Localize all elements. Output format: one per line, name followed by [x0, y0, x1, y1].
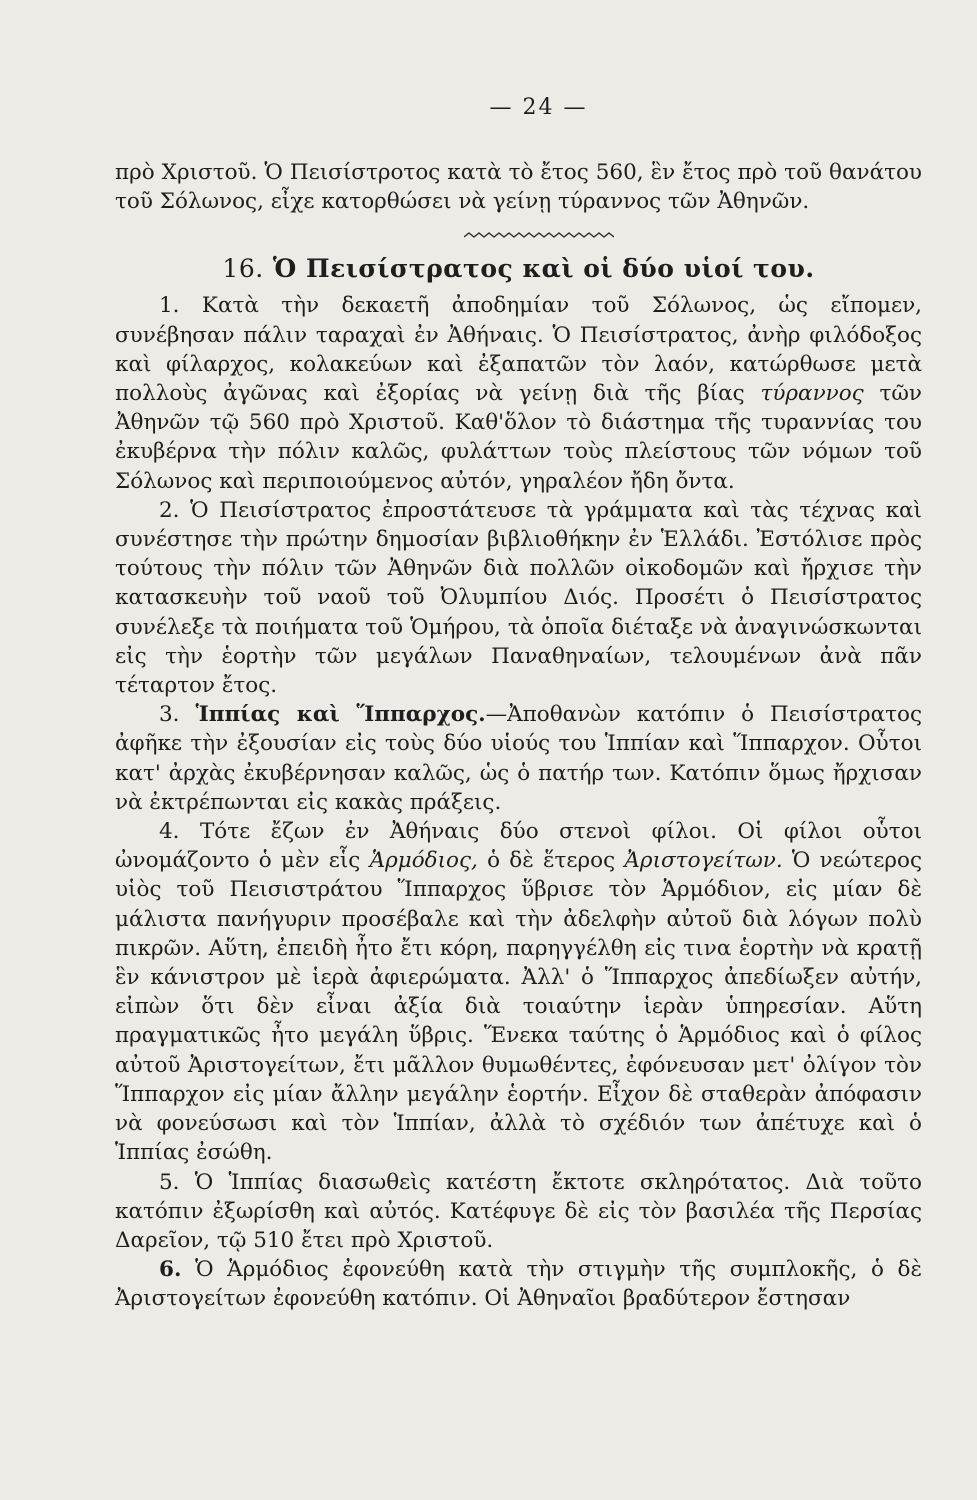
intro-paragraph: πρὸ Χριστοῦ. Ὁ Πεισίστροτος κατὰ τὸ ἔτος 560, ἓν ἔτος πρὸ τοῦ θανάτου τοῦ Σόλωνος, εἶχε κατορθώσει νὰ γείνῃ τύραννος τῶν Ἀθηνῶν.: [115, 160, 922, 215]
paragraph-text: ὁ δὲ ἕτερος: [487, 848, 616, 874]
section-number: 16.: [222, 254, 264, 284]
paragraph-6: [115, 1255, 922, 1313]
paragraph-4: [115, 817, 922, 1167]
paragraph-text: Ὁ Πεισίστρατος ἐπροστάτευσε τὰ γράμματα καὶ τὰς τέχνας καὶ συνέστησε τὴν πρώτην δημοσίαν βιβλιοθήκην ἐν Ἑλλάδι. Ἐστόλισε πρὸς τούτους τὴν πόλιν τῶν Ἀθηνῶν διὰ πολλῶν οἰκοδομῶν καὶ ἤρχισε τὴν κατασκευὴν τοῦ ναοῦ τοῦ Ὀλυμπίου Διός. Προσέτι ὁ Πεισίστρατος συνέλεξε τὰ ποιήματα τοῦ Ὁμήρου, τὰ ὁποῖα διέταξε νὰ ἀναγινώσκωνται εἰς τὴν ἑορτὴν τῶν μεγάλων Παναθηναίων, τελουμένων ἀνὰ πᾶν τέταρτον ἔτος.: [115, 497, 922, 699]
paragraph-number: 2.: [159, 497, 180, 523]
paragraph-number: 1.: [159, 293, 180, 319]
paragraph-text: Ὁ Ἁρμόδιος ἐφονεύθη κατὰ τὴν στιγμὴν τῆς συμπλοκῆς, ὁ δὲ Ἀριστογείτων ἐφονεύθη κατόπιν. Οἱ Ἀθηναῖοι βραδύτερον ἔστησαν: [115, 1257, 922, 1312]
paragraph-text: —Ἀποθανὼν κατόπιν ὁ Πεισίστρατος ἀφῆκε τὴν ἐξουσίαν εἰς τοὺς δύο υἱούς του Ἱππίαν καὶ Ἵππαρχον. Οὗτοι κατ' ἀρχὰς ἐκυβέρνησαν καλῶς, ὡς ὁ πατήρ των. Κατόπιν ὅμως ἤρχισαν νὰ ἐκτρέπωνται εἰς κακὰς πράξεις.: [115, 702, 922, 815]
paragraph-text: Κατὰ τὴν δεκαετῆ ἀποδημίαν τοῦ Σόλωνος, ὡς εἴπομεν, συνέβησαν πάλιν ταραχαὶ ἐν Ἀθήναις. Ὁ Πεισίστρατος, ἀνὴρ φιλόδοξος καὶ φίλαρχος, κολακεύων καὶ ἐξαπατῶν τὸν λαόν, κατώρθωσε μετὰ πολλοὺς ἀγῶνας καὶ ἐξορίας νὰ γείνῃ διὰ τῆς βίας: [115, 293, 922, 407]
paragraph-3: [115, 700, 922, 817]
paragraph-number: 6.: [159, 1257, 182, 1283]
paragraph-1: [115, 291, 922, 495]
paragraph-number: 5.: [159, 1169, 180, 1195]
page-number: — 24 —: [489, 95, 588, 120]
paragraph-2: [115, 496, 922, 700]
italic-term: τύραννος: [760, 381, 864, 407]
section-title: Ὁ Πεισίστρατος καὶ οἱ δύο υἱοί του.: [272, 254, 815, 284]
paragraph-number: 4.: [159, 819, 180, 845]
subheading: Ἱππίας καὶ Ἵππαρχος.: [195, 702, 486, 728]
paragraph-text: Τότε ἔζων ἐν Ἀθήναις δύο στενοὶ φίλοι. Οἱ φίλοι οὗτοι ὠνομάζοντο ὁ μὲν εἷς: [115, 819, 923, 874]
paragraph-text: τῶν Ἀθηνῶν τῷ 560 πρὸ Χριστοῦ. Καθ'ὅλον τὸ διάστημα τῆς τυραννίας του ἐκυβέρνα τὴν πόλιν καλῶς, φυλάττων τοὺς πλείστους τῶν νόμων τοῦ Σόλωνος καὶ περιποιούμενος αὐτόν, γηραλέον ἤδη ὄντα.: [115, 381, 922, 494]
italic-name: Ἁρμόδιος,: [369, 848, 478, 874]
paragraph-5: [115, 1168, 922, 1256]
paragraph-number: 3.: [159, 702, 180, 728]
divider-ornament: [464, 230, 614, 244]
paragraph-text: Ὁ Ἱππίας διασωθεὶς κατέστη ἔκτοτε σκληρότατος. Διὰ τοῦτο κατόπιν ἐξωρίσθη καὶ αὐτός. Κατέφυγε δὲ εἰς τὸν βασιλέα τῆς Περσίας Δαρεῖον, τῷ 510 ἔτει πρὸ Χριστοῦ.: [115, 1169, 922, 1253]
section-heading: [115, 254, 922, 283]
paragraph-text: Ὁ νεώτερος υἱὸς τοῦ Πεισιστράτου Ἵππαρχος ὕβρισε τὸν Ἁρμόδιον, εἰς μίαν δὲ μάλιστα πανήγυριν προσέβαλε καὶ τὴν ἀδελφὴν αὐτοῦ διὰ λόγων πολὺ πικρῶν. Αὕτη, ἐπειδὴ ἦτο ἔτι κόρη, παρηγγέλθη εἰς τινα ἑορτὴν νὰ κρατῇ ἓν κάνιστρον μὲ ἱερὰ ἀφιερώματα. Ἀλλ' ὁ Ἵππαρχος ἀπεδίωξεν αὐτήν, εἰπὼν ὅτι δὲν εἶναι ἀξία διὰ τοιαύτην ἱερὰν ὑπηρεσίαν. Αὕτη πραγματικῶς ἦτο μεγάλη ὕβρις. Ἕνεκα ταύτης ὁ Ἁρμόδιος καὶ ὁ φίλος αὐτοῦ Ἀριστογείτων, ἔτι μᾶλλον θυμωθέντες, ἐφόνευσαν μετ' ὀλίγον τὸν Ἵππαρχον εἰς μίαν ἄλλην μεγάλην ἑορτήν. Εἶχον δὲ σταθερὰν ἀπόφασιν νὰ φονεύσωσι καὶ τὸν Ἱππίαν, ἀλλὰ τὸ σχέδιόν των ἀπέτυχε καὶ ὁ Ἱππίας ἐσώθη.: [115, 848, 923, 1166]
italic-name: Ἀριστογείτων.: [624, 848, 783, 874]
